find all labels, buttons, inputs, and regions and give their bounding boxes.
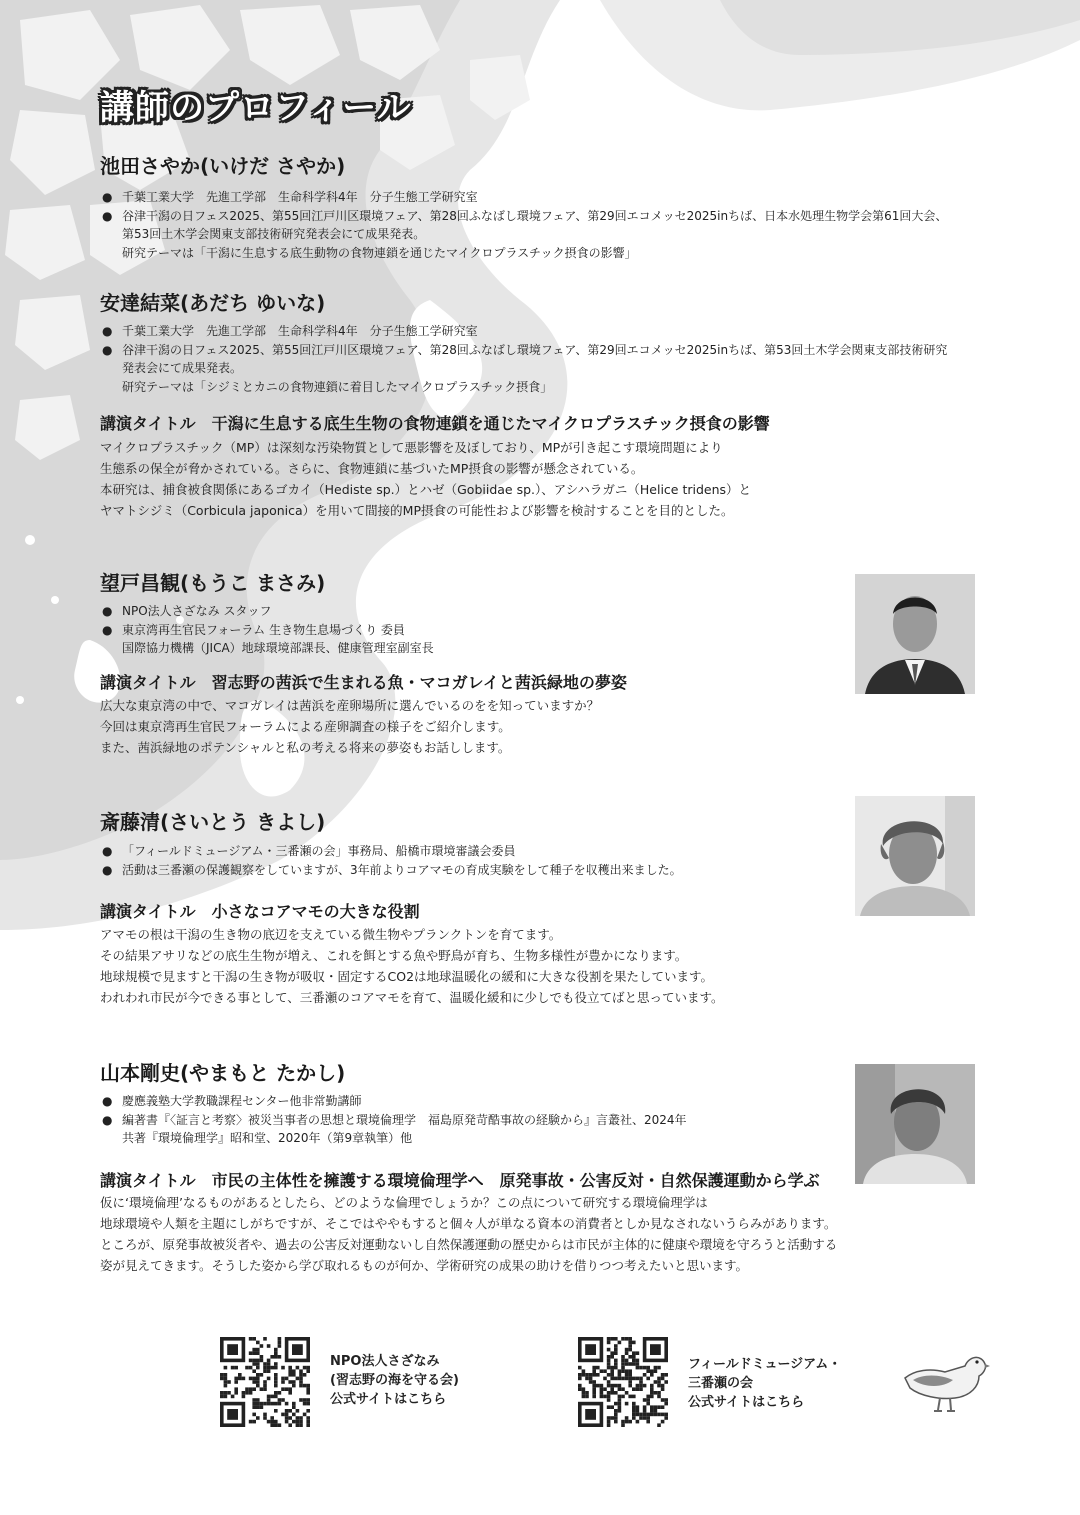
speaker-name: 望戸昌観(もうこ まさみ)	[100, 571, 326, 595]
page-title: 講師のプロフィール	[100, 88, 412, 128]
bullet-item: ● 谷津干潟の日フェス2025、第55回江戸川区環境フェア、第28回ふなばし環境フェア、第29回エコメッセ2025inちば、日本水処理生物学会第61回大会、 第53回土木学会関東支部技術研究発表会にて成果発表。 研究テーマは「干潟に生息する底生動物の食物連鎖を通じたマイクロプラスチック摂食の影響」	[102, 207, 992, 263]
speaker-bullets	[102, 322, 992, 396]
talk-description: アマモの根は干潟の生き物の底辺を支えている微生物やプランクトンを育てます。 その結果アサリなどの底生生物が増え、これを餌とする魚や野鳥が育ち、生物多様性が豊かになります。 地球規模で見ますと干潟の生き物が吸収・固定するCO2は地球温暖化の緩和に大きな役割を果たしています。 われわれ市民が今できる事として、三番瀬のコアマモを育て、温暖化緩和に少しでも役立てばと思っています。	[100, 927, 724, 1005]
bullet-item: ● 「フィールドミュージアム・三番瀬の会」事務局、船橋市環境審議会委員	[102, 842, 842, 861]
qr-label-sanbanze: フィールドミュージアム・ 三番瀬の会 公式サイトはこちら	[688, 1357, 842, 1410]
speaker-photo	[855, 574, 975, 694]
speaker-name: 安達結菜(あだち ゆいな)	[100, 291, 326, 315]
talk-description: マイクロプラスチック（MP）は深刻な汚染物質として悪影響を及ぼしており、MPが引き起こす環境問題により 生態系の保全が脅かされている。さらに、食物連鎖に基づいたMP摂食の影響が懸念されている。 本研究は、捕食被食関係にあるゴカイ（Hediste sp.）とハゼ（Gobiidae sp.）、アシハラガニ（Helice tridens）と ヤマトシジミ（Corbicula japonica）を用いて間接的MP摂食の可能性および影響を検討することを目的とした。	[100, 440, 752, 518]
qr-label-sazanami: NPO法人さざなみ (習志野の海を守る会) 公式サイトはこちら	[330, 1354, 459, 1407]
bullet-item: ● 千葉工業大学 先進工学部 生命科学科4年 分子生態工学研究室	[102, 188, 992, 207]
speaker-photo	[855, 1064, 975, 1184]
talk-description: 広大な東京湾の中で、マコガレイは茜浜を産卵場所に選んでいるのをを知っていますか？ 今回は東京湾再生官民フォーラムによる産卵調査の様子をご紹介します。 また、茜浜緑地のポテンシャルと私の考える将来の夢姿もお話しします。	[100, 698, 600, 755]
bullet-item: ● 編著書『〈証言と考察〉被災当事者の思想と環境倫理学 福島原発苛酷事故の経験から』言叢社、2024年 共著『環境倫理学』昭和堂、2020年（第9章執筆）他	[102, 1111, 842, 1148]
qr-code-sanbanze[interactable]	[578, 1337, 668, 1427]
talk-description: 仮に‘環境倫理’なるものがあるとしたら、どのような倫理でしょうか？この点について研究する環境倫理学は 地球環境や人類を主題にしがちですが、そこではややもすると個々人が単なる資本の消費者としか見なされないうらみがあります。 ところが、原発事故被災者や、過去の公害反対運動ないし自然保護運動の歴史からは市民が主体的に健康や環境を守ろうと活動する 姿が見えてきます。そうした姿から学び取れるものが何か、学術研究の成果の助けを借りつつ考えたいと思います。	[100, 1195, 838, 1273]
talk-title: 講演タイトル 小さなコアマモの大きな役割	[100, 902, 420, 921]
speaker-name: 斎藤清(さいとう きよし)	[100, 810, 326, 834]
bullet-item: ● NPO法人さざなみ スタッフ	[102, 602, 842, 621]
bullet-item: ● 谷津干潟の日フェス2025、第55回江戸川区環境フェア、第28回ふなばし環境フェア、第29回エコメッセ2025inちば、第53回土木学会関東支部技術研究 発表会にて成果発表。 研究テーマは「シジミとカニの食物連鎖に着目したマイクロプラスチック摂食」	[102, 341, 992, 397]
bullet-item: ● 東京湾再生官民フォーラム 生き物生息場づくり 委員 国際協力機構（JICA）地球環境部課長、健康管理室副室長	[102, 621, 842, 658]
speaker-bullets	[102, 842, 842, 879]
talk-title: 講演タイトル 市民の主体性を擁護する環境倫理学へ 原発事故・公害反対・自然保護運動から学ぶ	[100, 1171, 820, 1190]
seagull-icon	[895, 1340, 990, 1415]
bullet-item: ● 活動は三番瀬の保護観察をしていますが、3年前よりコアマモの育成実験をして種子を収穫出来ました。	[102, 861, 842, 880]
bullet-item: ● 慶應義塾大学教職課程センター他非常勤講師	[102, 1092, 842, 1111]
bullet-item: ● 千葉工業大学 先進工学部 生命科学科4年 分子生態工学研究室	[102, 322, 992, 341]
talk-title: 講演タイトル 習志野の茜浜で生まれる魚・マコガレイと茜浜緑地の夢姿	[100, 673, 627, 692]
speaker-bullets	[102, 1092, 842, 1148]
talk-title: 講演タイトル 干潟に生息する底生生物の食物連鎖を通じたマイクロプラスチック摂食の影響	[100, 414, 770, 433]
speaker-name: 山本剛史(やまもと たかし)	[100, 1061, 346, 1085]
qr-code-sazanami[interactable]	[220, 1337, 310, 1427]
speaker-photo	[855, 796, 975, 916]
speaker-bullets	[102, 188, 992, 262]
speaker-bullets	[102, 602, 842, 658]
speaker-name: 池田さやか(いけだ さやか)	[100, 154, 346, 178]
